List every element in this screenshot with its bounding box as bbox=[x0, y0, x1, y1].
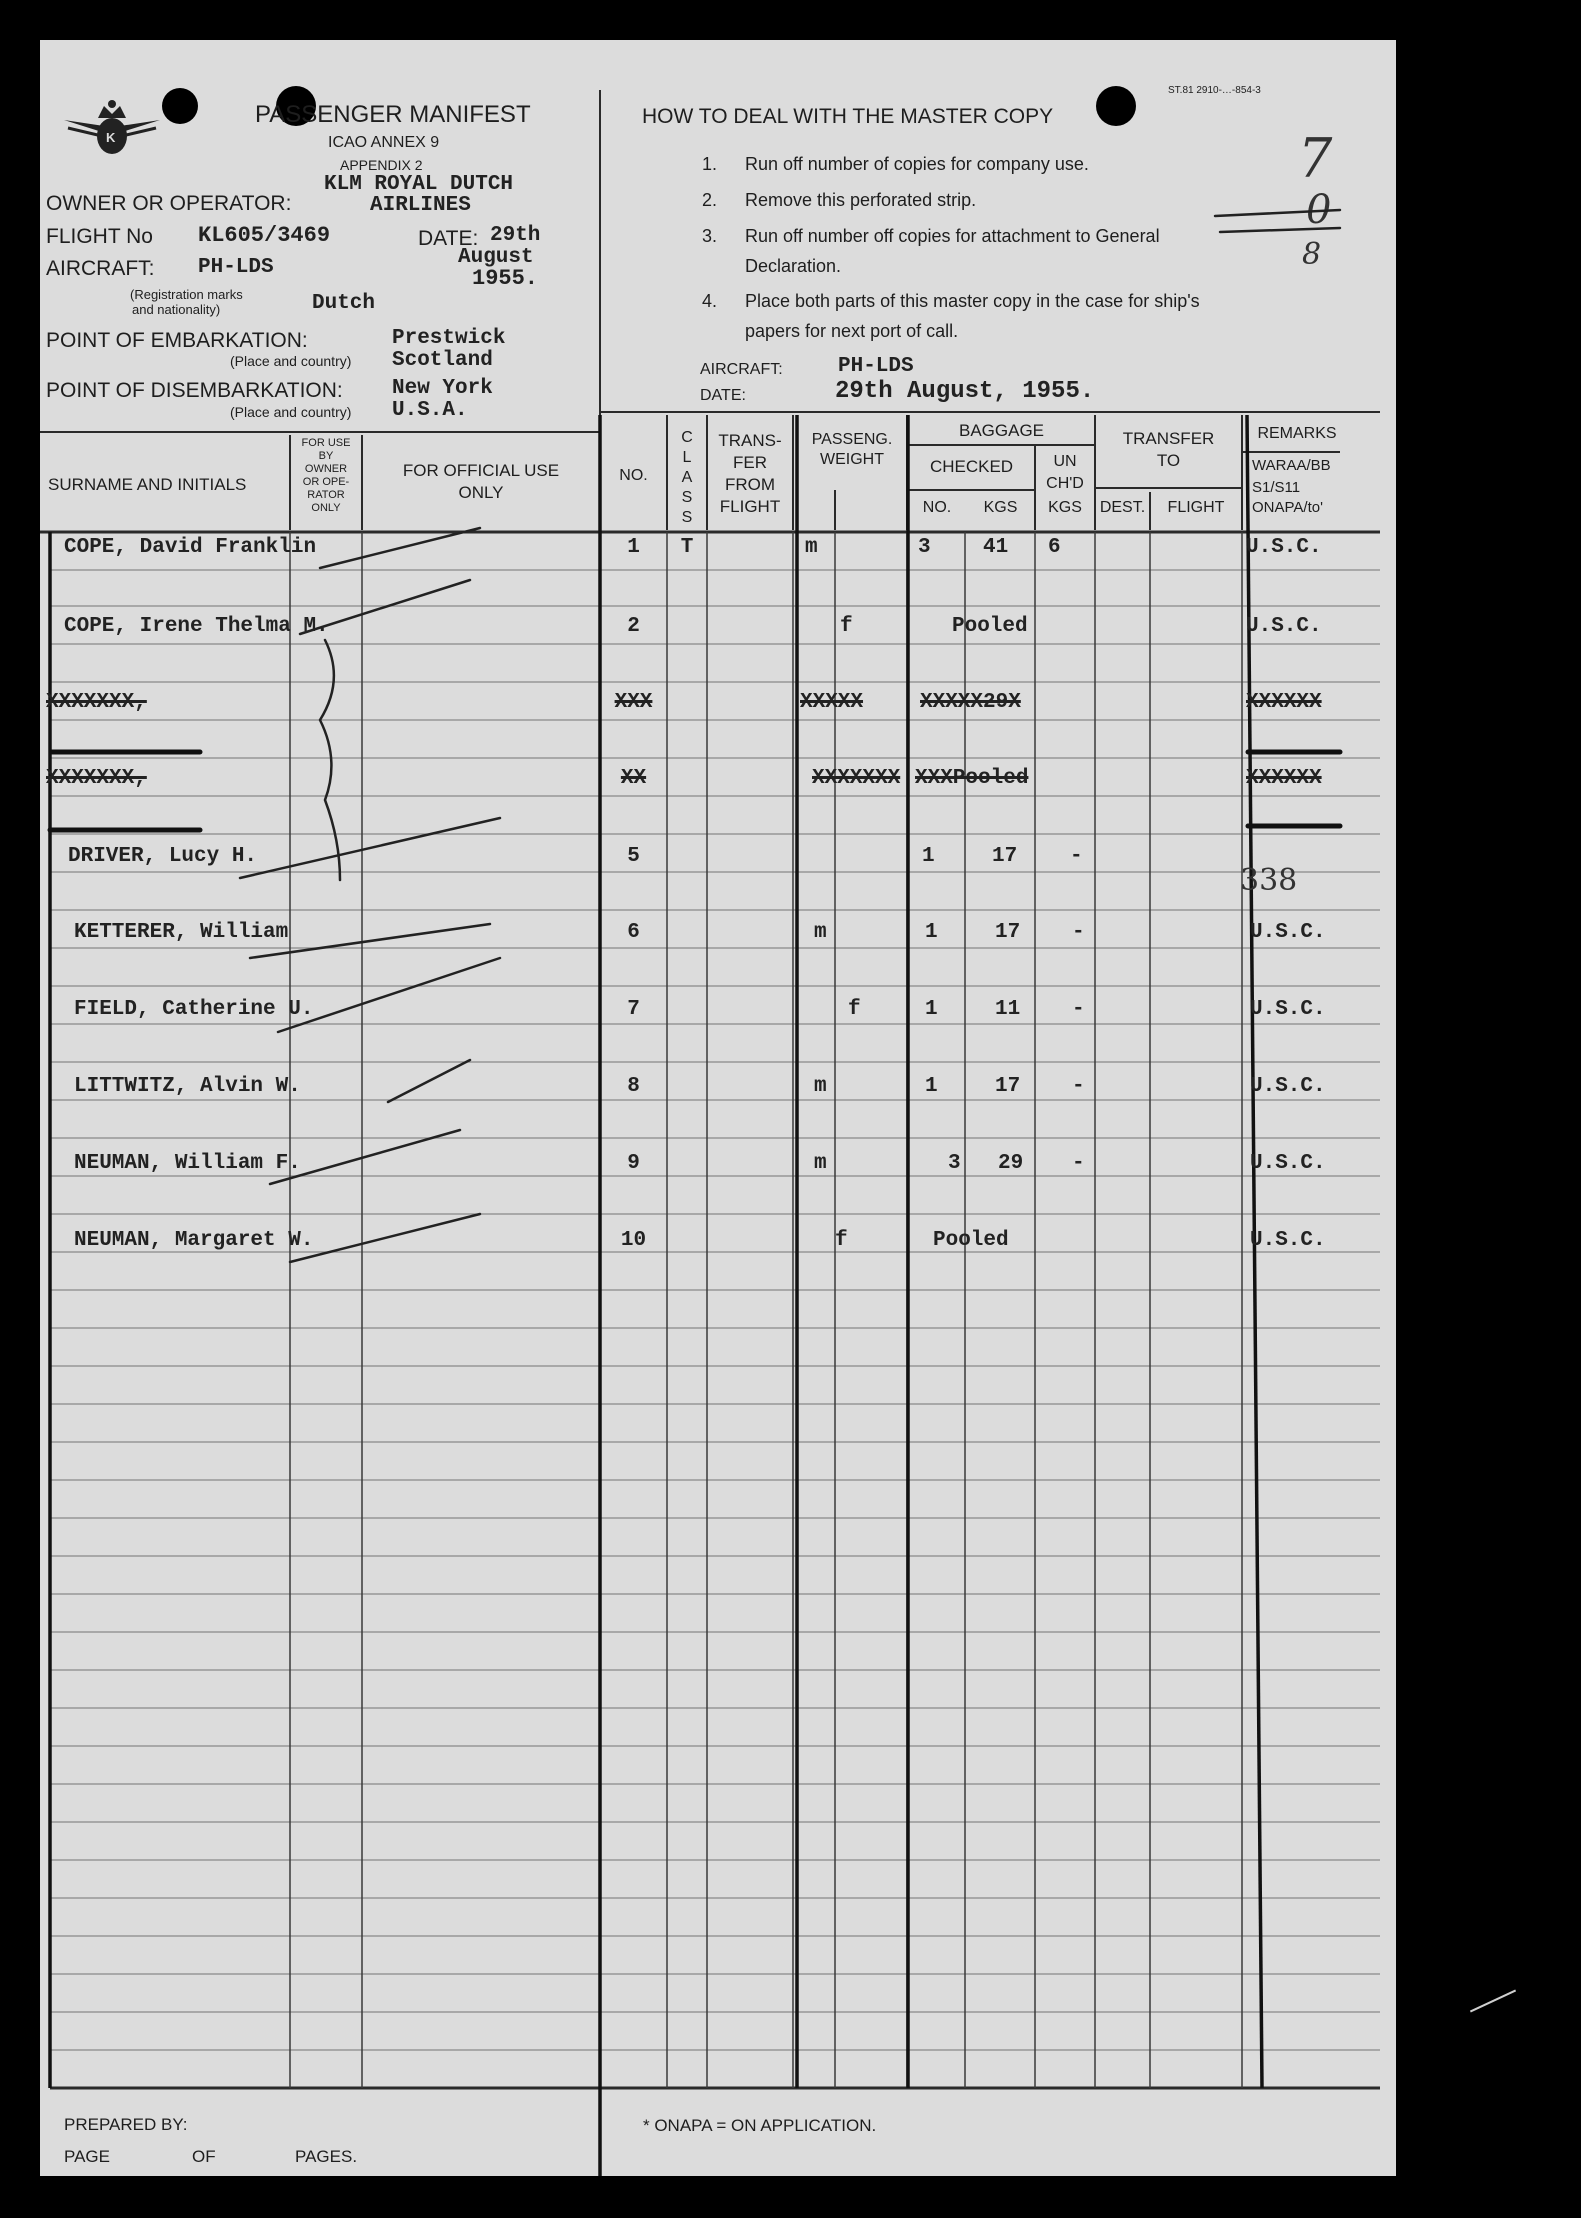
passenger-3-name: XXXXXXX, bbox=[46, 691, 147, 714]
passenger-7-remarks: U.S.C. bbox=[1250, 998, 1326, 1021]
instr-aircraft-label: AIRCRAFT: bbox=[700, 361, 783, 378]
date-value-line1: 29th bbox=[490, 224, 541, 247]
passenger-10-no: 10 bbox=[620, 1229, 647, 1252]
instruction-2-text: Remove this perforated strip. bbox=[745, 190, 977, 210]
passenger-1-bag-kgs: 41 bbox=[983, 536, 1009, 559]
col-owner-use-5: RATOR bbox=[307, 489, 345, 501]
passenger-7-bag-no: 1 bbox=[925, 998, 938, 1021]
passenger-6-no: 6 bbox=[627, 921, 640, 944]
passenger-6-remarks: U.S.C. bbox=[1250, 921, 1326, 944]
passenger-8-bag-no: 1 bbox=[925, 1075, 938, 1098]
col-baggage: BAGGAGE bbox=[958, 421, 1045, 440]
passenger-4-name: XXXXXXX, bbox=[46, 767, 147, 790]
form-subtitle: ICAO ANNEX 9 bbox=[328, 134, 440, 151]
col-owner-use-2: BY bbox=[318, 450, 334, 462]
form-code: ST.81 2910-…-854-3 bbox=[1168, 85, 1261, 96]
margin-note-bottom: 8 bbox=[1302, 237, 1322, 272]
instruction-4-num: 4. bbox=[702, 291, 718, 311]
passenger-8-sex: m bbox=[814, 1075, 827, 1098]
col-remarks-3: S1/S11 bbox=[1252, 479, 1301, 496]
passenger-3-pooled: XXXXX29X bbox=[920, 691, 1021, 714]
passenger-3-sex: XXXXX bbox=[800, 691, 864, 714]
registration-note-1: (Registration marks bbox=[130, 287, 243, 302]
owner-label: OWNER OR OPERATOR: bbox=[46, 192, 292, 215]
col-class-a: A bbox=[681, 469, 693, 486]
onapa-note: * ONAPA = ON APPLICATION. bbox=[643, 2116, 877, 2135]
nationality-value: Dutch bbox=[312, 292, 376, 315]
manifest-sheet bbox=[40, 40, 1396, 2176]
col-checked: CHECKED bbox=[929, 457, 1014, 476]
owner-value-line1: KLM ROYAL DUTCH bbox=[324, 173, 514, 196]
passenger-5-unchd: - bbox=[1070, 845, 1083, 868]
col-bag-kgs: KGS bbox=[983, 499, 1018, 516]
col-bag-no: NO. bbox=[922, 499, 952, 516]
disembark-place-note: (Place and country) bbox=[230, 404, 352, 420]
col-unchd-2: CH'D bbox=[1046, 475, 1084, 492]
form-appendix: APPENDIX 2 bbox=[340, 157, 423, 173]
col-class-c: C bbox=[681, 429, 693, 446]
passenger-1-unchd: 6 bbox=[1048, 536, 1061, 559]
passenger-5-remark-note: 338 bbox=[1240, 863, 1298, 898]
instruction-4-text-2: papers for next port of call. bbox=[745, 321, 959, 341]
flight-label: FLIGHT No bbox=[46, 225, 153, 248]
passenger-9-name: NEUMAN, William F. bbox=[74, 1152, 301, 1175]
embark-value-1: Prestwick bbox=[392, 327, 506, 350]
date-label: DATE: bbox=[418, 227, 479, 250]
col-dest: DEST. bbox=[1099, 499, 1146, 516]
instruction-3-text: Run off number off copies for attachment to General bbox=[745, 226, 1160, 246]
col-owner-use-6: ONLY bbox=[311, 502, 341, 514]
embark-value-2: Scotland bbox=[392, 349, 493, 372]
owner-value-line2: AIRLINES bbox=[370, 194, 471, 217]
passenger-8-remarks: U.S.C. bbox=[1250, 1075, 1326, 1098]
passenger-6-sex: m bbox=[814, 921, 827, 944]
col-remarks-4: ONAPA/to' bbox=[1252, 499, 1323, 516]
aircraft-label: AIRCRAFT: bbox=[46, 257, 155, 280]
passenger-9-remarks: U.S.C. bbox=[1250, 1152, 1326, 1175]
passenger-9-unchd: - bbox=[1072, 1152, 1085, 1175]
passenger-1-no: 1 bbox=[627, 536, 640, 559]
margin-note-middle: 0 bbox=[1306, 187, 1332, 233]
passenger-1-remarks: U.S.C. bbox=[1246, 536, 1322, 559]
passenger-4-no: XX bbox=[620, 767, 647, 790]
passenger-9-bag-no: 3 bbox=[948, 1152, 961, 1175]
instruction-3-num: 3. bbox=[702, 226, 718, 246]
passenger-6-bag-no: 1 bbox=[925, 921, 938, 944]
passenger-6-name: KETTERER, William bbox=[74, 921, 289, 944]
col-official-1: FOR OFFICIAL USE bbox=[402, 461, 560, 480]
passenger-5-name: DRIVER, Lucy H. bbox=[68, 845, 258, 868]
instr-date-value: 29th August, 1955. bbox=[835, 378, 1095, 405]
passenger-1-name: COPE, David Franklin bbox=[64, 536, 317, 559]
instruction-2-num: 2. bbox=[702, 190, 718, 210]
passenger-2-pooled: Pooled bbox=[952, 615, 1028, 638]
passenger-4-sex: XXXXXXX bbox=[812, 767, 901, 790]
passenger-10-pooled: Pooled bbox=[933, 1229, 1009, 1252]
col-remarks-1: REMARKS bbox=[1257, 425, 1337, 442]
passenger-8-bag-kgs: 17 bbox=[995, 1075, 1021, 1098]
col-unchd-1: UN bbox=[1053, 453, 1077, 470]
passenger-7-no: 7 bbox=[627, 998, 640, 1021]
instr-date-label: DATE: bbox=[700, 387, 746, 404]
col-class-s1: S bbox=[681, 489, 693, 506]
col-class-s2: S bbox=[681, 509, 693, 526]
col-transfer-to-2: TO bbox=[1156, 451, 1181, 470]
col-owner-use-4: OR OPE- bbox=[302, 476, 350, 488]
pages-label: PAGES. bbox=[295, 2147, 358, 2166]
col-owner-use-1: FOR USE bbox=[301, 437, 351, 449]
passenger-4-remarks: XXXXXX bbox=[1246, 767, 1322, 790]
passenger-2-sex: f bbox=[840, 615, 853, 638]
col-remarks-2: WARAA/BB bbox=[1252, 457, 1331, 474]
aircraft-value: PH-LDS bbox=[198, 256, 274, 279]
passenger-10-name: NEUMAN, Margaret W. bbox=[74, 1229, 314, 1252]
passenger-8-no: 8 bbox=[627, 1075, 640, 1098]
passenger-7-sex: f bbox=[848, 998, 861, 1021]
instruction-4-text: Place both parts of this master copy in the case for ship's bbox=[745, 291, 1200, 311]
disembark-label: POINT OF DISEMBARKATION: bbox=[46, 379, 343, 402]
passenger-5-bag-no: 1 bbox=[922, 845, 935, 868]
instruction-1-text: Run off number of copies for company use. bbox=[745, 154, 1089, 174]
stray-mark bbox=[1470, 1990, 1516, 2013]
col-passeng-weight-1: PASSENG. bbox=[811, 431, 893, 448]
passenger-9-sex: m bbox=[814, 1152, 827, 1175]
prepared-by-label: PREPARED BY: bbox=[64, 2115, 188, 2134]
passenger-2-remarks: U.S.C. bbox=[1246, 615, 1322, 638]
passenger-2-name: COPE, Irene Thelma M. bbox=[64, 615, 329, 638]
col-transfer-from-3: FROM bbox=[724, 475, 776, 494]
passenger-6-bag-kgs: 17 bbox=[995, 921, 1021, 944]
page-label: PAGE bbox=[64, 2147, 110, 2166]
passenger-2-no: 2 bbox=[627, 615, 640, 638]
col-passeng-weight-2: WEIGHT bbox=[820, 451, 884, 468]
col-surname: SURNAME AND INITIALS bbox=[48, 475, 247, 494]
passenger-5-no: 5 bbox=[627, 845, 640, 868]
passenger-1-bag-no: 3 bbox=[918, 536, 931, 559]
passenger-10-sex: f bbox=[835, 1229, 848, 1252]
date-value-line3: 1955. bbox=[472, 266, 539, 291]
col-no: NO. bbox=[619, 467, 648, 484]
passenger-7-bag-kgs: 11 bbox=[995, 998, 1021, 1021]
passenger-9-no: 9 bbox=[627, 1152, 640, 1175]
instr-aircraft-value: PH-LDS bbox=[838, 355, 914, 378]
passenger-7-unchd: - bbox=[1072, 998, 1085, 1021]
svg-text:K: K bbox=[106, 130, 116, 145]
passenger-1-sex: m bbox=[805, 536, 818, 559]
passenger-10-remarks: U.S.C. bbox=[1250, 1229, 1326, 1252]
col-transfer-from-4: FLIGHT bbox=[719, 497, 781, 516]
col-owner-use-3: OWNER bbox=[304, 463, 348, 475]
registration-note-2: and nationality) bbox=[132, 302, 221, 317]
disembark-value-1: New York bbox=[392, 377, 493, 400]
instructions-title: HOW TO DEAL WITH THE MASTER COPY bbox=[642, 105, 1054, 128]
col-transfer-from-1: TRANS- bbox=[718, 431, 782, 450]
embark-place-note: (Place and country) bbox=[230, 353, 352, 369]
passenger-1-class: T bbox=[680, 536, 694, 559]
of-label: OF bbox=[192, 2147, 216, 2166]
passenger-3-no: XXX bbox=[614, 691, 653, 714]
form-title: PASSENGER MANIFEST bbox=[255, 101, 531, 128]
margin-note-top: 7 bbox=[1298, 127, 1333, 190]
disembark-value-2: U.S.A. bbox=[392, 399, 468, 422]
instruction-3-text-2: Declaration. bbox=[745, 256, 842, 276]
flight-number: KL605/3469 bbox=[198, 223, 331, 248]
col-transfer-from-2: FER bbox=[733, 453, 767, 472]
col-transfer-to-1: TRANSFER bbox=[1122, 429, 1215, 448]
col-unchd-3: KGS bbox=[1048, 499, 1082, 516]
date-value-line2: August bbox=[458, 246, 534, 269]
col-official-2: ONLY bbox=[458, 483, 504, 502]
passenger-8-unchd: - bbox=[1072, 1075, 1085, 1098]
passenger-6-unchd: - bbox=[1072, 921, 1085, 944]
passenger-7-name: FIELD, Catherine U. bbox=[74, 998, 314, 1021]
col-flight: FLIGHT bbox=[1167, 499, 1225, 516]
col-class-l: L bbox=[682, 449, 692, 466]
passenger-5-bag-kgs: 17 bbox=[992, 845, 1018, 868]
passenger-9-bag-kgs: 29 bbox=[998, 1152, 1024, 1175]
handwritten-marks bbox=[40, 40, 1396, 2176]
passenger-8-name: LITTWITZ, Alvin W. bbox=[74, 1075, 301, 1098]
passenger-3-remarks: XXXXXX bbox=[1246, 691, 1322, 714]
instruction-1-num: 1. bbox=[702, 154, 718, 174]
embark-label: POINT OF EMBARKATION: bbox=[46, 329, 308, 352]
passenger-4-pooled: XXXPooled bbox=[915, 767, 1029, 790]
